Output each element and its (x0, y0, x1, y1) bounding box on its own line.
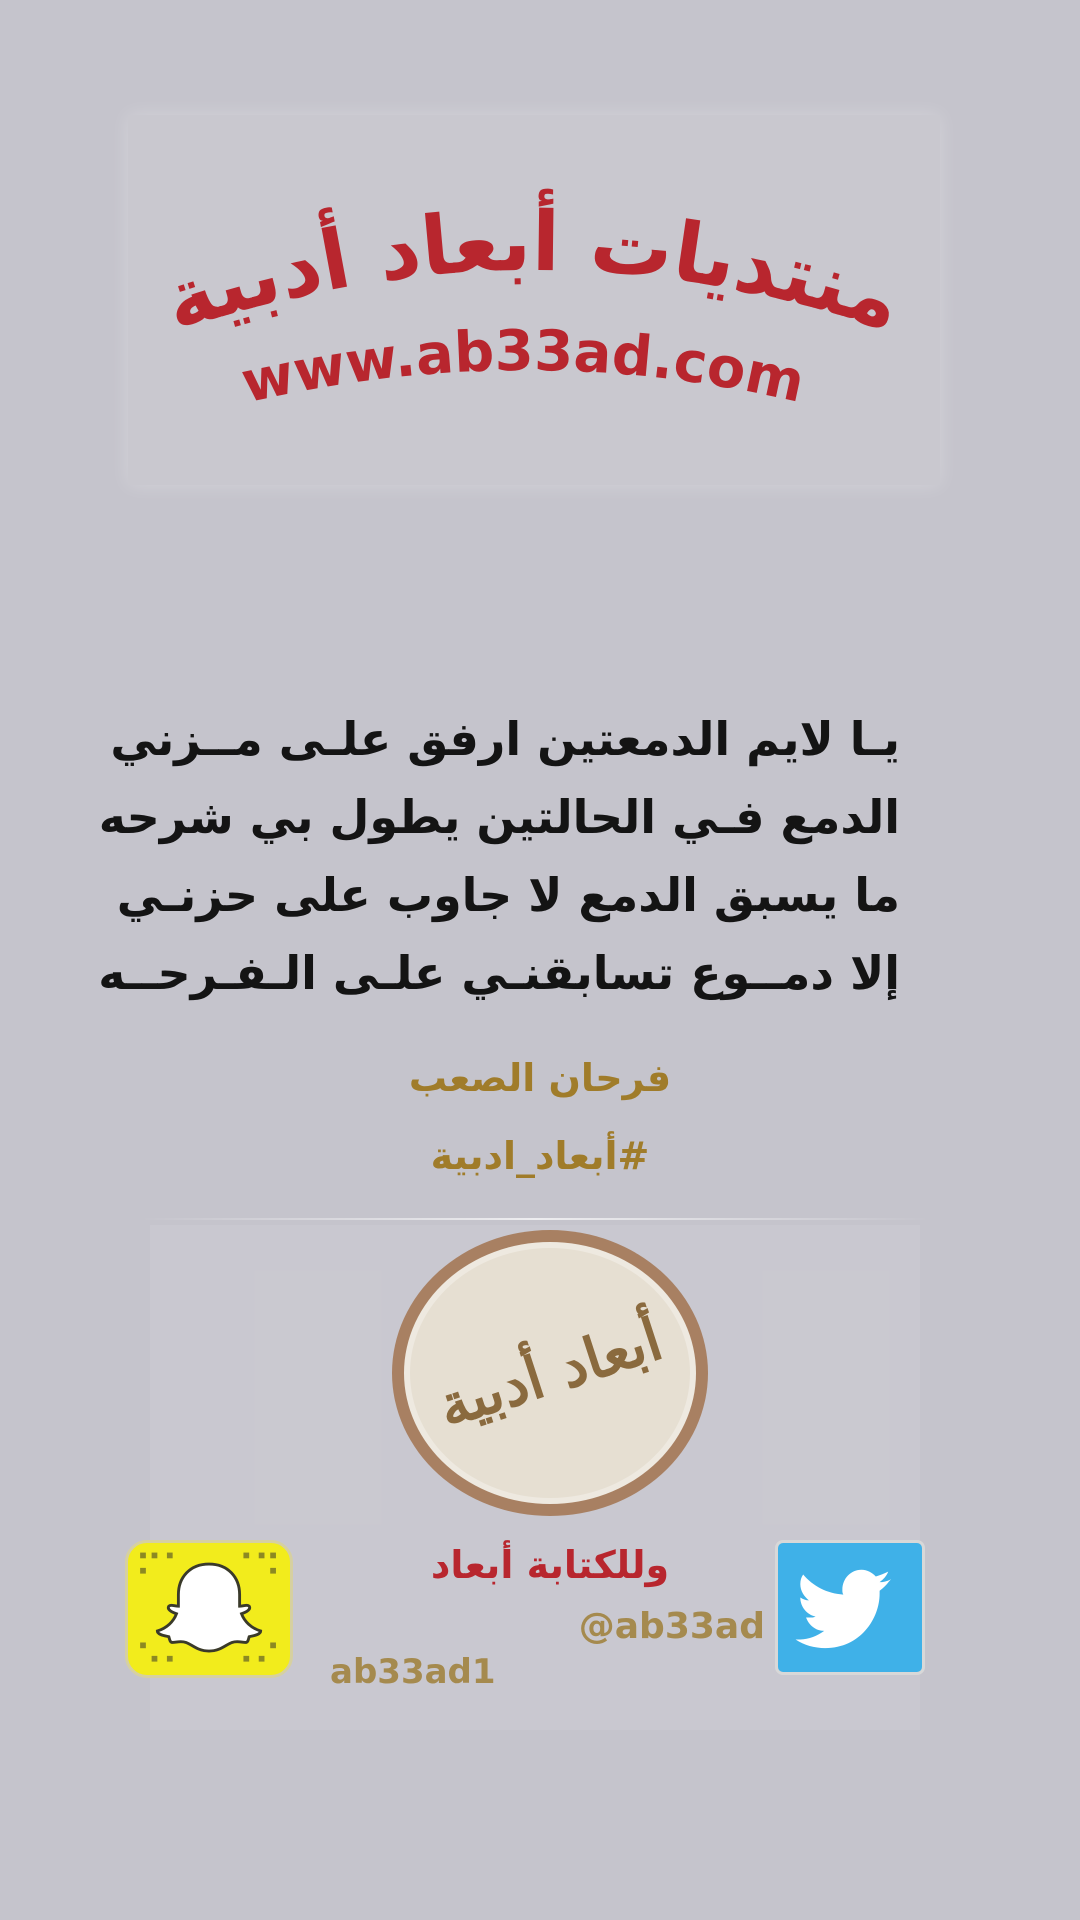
snapchat-handle[interactable]: ab33ad1 (330, 1652, 496, 1692)
poem-line: إلا دمــوع تسابقنـي علـى الـفـرحــه (98, 946, 900, 1000)
header-title: منتديات أبعاد أدبية (152, 194, 914, 351)
header-url[interactable]: www.ab33ad.com (235, 318, 811, 417)
twitter-button[interactable] (775, 1540, 925, 1675)
twitter-handle[interactable]: @ab33ad (578, 1606, 765, 1647)
logo-calligraphy: أبعاد أدبية (429, 1305, 671, 1441)
poem (98, 700, 900, 1012)
twitter-bird-icon (778, 1543, 922, 1672)
author-name: فرحان الصعب (408, 1056, 672, 1100)
snapchat-button[interactable] (125, 1540, 293, 1678)
poem-line: الدمع فـي الحالتين يطول بي شرحه (98, 790, 900, 844)
header-logo (128, 115, 940, 485)
tagline: وللكتابة أبعاد (430, 1543, 670, 1587)
hashtag[interactable]: #أبعاد_ادبية (430, 1134, 650, 1178)
header-banner (128, 115, 940, 485)
poem-line: يـا لايم الدمعتين ارفق علـى مــزني (110, 712, 900, 766)
poem-line: ما يسبق الدمع لا جاوب على حزنـي (116, 868, 900, 922)
abaad-adabiya-logo (390, 1228, 710, 1518)
snapchat-ghost-icon (128, 1543, 290, 1675)
divider (140, 1218, 930, 1220)
